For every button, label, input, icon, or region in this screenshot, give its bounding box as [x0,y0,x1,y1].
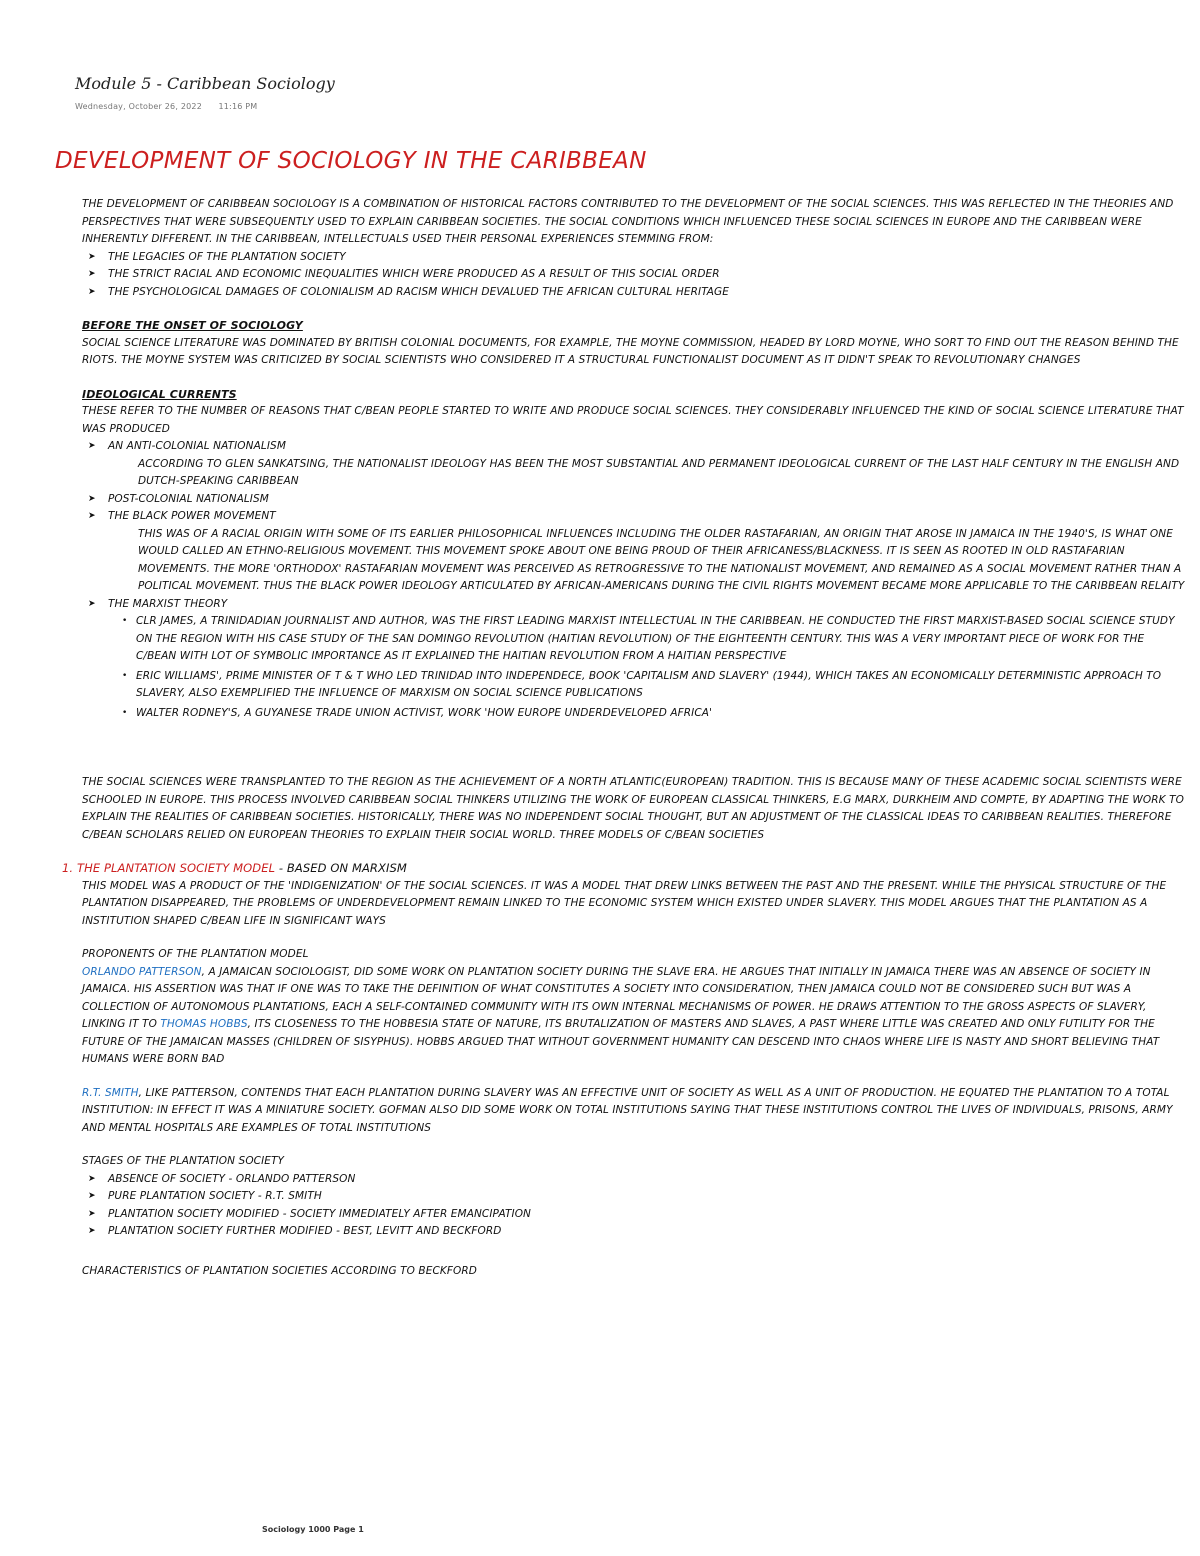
list-item: • ERIC WILLIAMS', PRIME MINISTER OF T & T WHO LED TRINIDAD INTO INDEPENDECE, BOOK 'CAPITALISM AND SLAVERY' (1944), WHICH TAKES AN ECONOMICALLY DETERMINISTIC APPROACH TO SLAVERY, ALSO EXEMPLIFIED THE INFLUENCE OF MARXISM ON SOCIAL SCIENCE PUBLICATIONS [122,669,1162,699]
arrow-bullet-icon: ➤ [88,286,96,297]
list-item: ➤ THE STRICT RACIAL AND ECONOMIC INEQUALITIES WHICH WERE PRODUCED AS A RESULT OF THIS SOCIAL ORDER [82,266,1187,284]
anti-colonial-detail: ACCORDING TO GLEN SANKATSING, THE NATIONALIST IDEOLOGY HAS BEEN THE MOST SUBSTANTIAL AND PERMANENT IDEOLOGICAL CURRENT OF THE LAST HALF CENTURY IN THE ENGLISH AND DUTCH-SPEAKING CARIBBEAN [138,457,1180,487]
list-item: ➤ THE PSYCHOLOGICAL DAMAGES OF COLONIALISM AD RACISM WHICH DEVALUED THE AFRICAN CULTURAL HERITAGE [82,284,1187,302]
plantation-model-paragraph: THIS MODEL WAS A PRODUCT OF THE 'INDIGENIZATION' OF THE SOCIAL SCIENCES. IT WAS A MODEL THAT DREW LINKS BETWEEN THE PAST AND THE PRESENT. WHILE THE PHYSICAL STRUCTURE OF THE PLANTATION DISAPPEARED, THE PROBLEMS OF UNDERDEVELOPMENT REMAIN LINKED TO THE ECONOMIC SYSTEM WHICH EXISTED UNDER SLAVERY. THIS MODEL ARGUES THAT THE PLANTATION AS A INSTITUTION SHAPED C/BEAN LIFE IN SIGNIFICANT WAYS [82,879,1167,927]
page-title: Module 5 - Caribbean Sociology [75,74,335,93]
stages-heading: STAGES OF THE PLANTATION SOCIETY [82,1155,285,1167]
arrow-bullet-icon: ➤ [88,511,96,521]
characteristics-heading: CHARACTERISTICS OF PLANTATION SOCIETIES ACCORDING TO BECKFORD [82,1264,477,1277]
dot-bullet-icon: • [122,707,128,718]
intro-paragraph: THE DEVELOPMENT OF CARIBBEAN SOCIOLOGY IS A COMBINATION OF HISTORICAL FACTORS CONTRIBUTED TO THE DEVELOPMENT OF THE SOCIAL SCIENCES. THIS WAS REFLECTED IN THE THEORIES AND PERSPECTIVES THAT WERE SUBSEQUENTLY USED TO EXPLAIN CARIBBEAN SOCIETIES. THE SOCIAL CONDITIONS WHICH INFLUENCED THESE SOCIAL SCIENCES IN EUROPE AND THE CARIBBEAN WERE INHERENTLY DIFFERENT. IN THE CARIBBEAN, INTELLECTUALS USED THEIR PERSONAL EXPERIENCES STEMMING FROM: [82,198,1174,245]
list-item: ➤ ABSENCE OF SOCIETY - ORLANDO PATTERSON [82,1171,1187,1189]
arrow-bullet-icon: ➤ [88,1191,96,1201]
section-heading-ideological: IDEOLOGICAL CURRENTS [82,387,237,401]
document-body [62,196,1187,1280]
page-timestamp [75,102,257,111]
proponents-heading: PROPONENTS OF THE PLANTATION MODEL [82,948,309,960]
ideological-paragraph: THESE REFER TO THE NUMBER OF REASONS THAT C/BEAN PEOPLE STARTED TO WRITE AND PRODUCE SOCIAL SCIENCES. THEY CONSIDERABLY INFLUENCED THE KIND OF SOCIAL SCIENCE LITERATURE THAT WAS PRODUCED [82,405,1184,435]
patterson-paragraph: ORLANDO PATTERSON, A JAMAICAN SOCIOLOGIST, DID SOME WORK ON PLANTATION SOCIETY DURING THE SLAVE ERA. HE ARGUES THAT INITIALLY IN JAMAICA THERE WAS AN ABSENCE OF SOCIETY IN JAMAICA. HIS ASSERTION WAS THAT IF ONE WAS TO TAKE THE DEFINITION OF WHAT CONSTITUTES A SOCIETY INTO CONSIDERATION, THEN JAMAICA COULD NOT BE CONSIDERED SUCH BUT WAS A COLLECTION OF AUTONOMOUS PLANTATIONS, EACH A SELF-CONTAINED COMMUNITY WITH ITS OWN INTERNAL MECHANISMS OF POWER. HE DRAWS ATTENTION TO THE GROSS ASPECTS OF SLAVERY, LINKING IT TO THOMAS HOBBS, ITS CLOSENESS TO THE HOBBESIA STATE OF NATURE, ITS BRUTALIZATION OF MASTERS AND SLAVES, A PAST WHERE LITTLE WAS CREATED AND ONLY FUTILITY FOR THE FUTURE OF THE JAMAICAN MASSES (CHILDREN OF SISYPHUS). HOBBS ARGUED THAT WITHOUT GOVERNMENT HUMANITY CAN DESCEND INTO CHAOS WHERE LIFE IS NASTY AND SHORT BELIEVING THAT HUMANS WERE BORN BAD [82,965,1160,1065]
list-item: ➤ THE LEGACIES OF THE PLANTATION SOCIETY [82,249,1187,267]
ideological-bullet-list-3 [82,596,1187,614]
plantation-model-subtitle: - BASED ON MARXISM [275,861,407,875]
black-power-detail: THIS WAS OF A RACIAL ORIGIN WITH SOME OF ITS EARLIER PHILOSOPHICAL INFLUENCES INCLUDING THE OLDER RASTAFARIAN, AN ORIGIN THAT AROSE IN JAMAICA IN THE 1940'S, IS WHAT ONE WOULD CALLED AN ETHNO-RELIGIOUS MOVEMENT. THIS MOVEMENT SPOKE ABOUT ONE BEING PROUD OF THEIR AFRICANESS/BLACKNESS. IT IS SEEN AS ROOTED IN OLD RASTAFARIAN MOVEMENTS. THE MORE 'ORTHODOX' RASTAFARIAN MOVEMENT WAS PERCEIVED AS RETROGRESSIVE TO THE NATIONALIST MOVEMENT, AND REMAINED AS A SOCIAL MOVEMENT RATHER THAN A POLITICAL MOVEMENT. THUS THE BLACK POWER IDEOLOGY ARTICULATED BY AFRICAN-AMERICANS DURING THE CIVIL RIGHTS MOVEMENT BECAME MORE APPLICABLE TO THE CARIBBEAN RELAITY [138,527,1185,592]
arrow-bullet-icon: ➤ [88,493,96,504]
section-heading-before-onset: BEFORE THE ONSET OF SOCIOLOGY [82,319,303,332]
arrow-bullet-icon: ➤ [88,1173,96,1184]
list-item: ➤ POST-COLONIAL NATIONALISM [82,491,1187,509]
list-item: • CLR JAMES, A TRINIDADIAN JOURNALIST AND AUTHOR, WAS THE FIRST LEADING MARXIST INTELLECTUAL IN THE CARIBBEAN. HE CONDUCTED THE FIRST MARXIST-BASED SOCIAL SCIENCE STUDY ON THE REGION WITH HIS CASE STUDY OF THE SAN DOMINGO REVOLUTION (HAITIAN REVOLUTION) OF THE EIGHTEENTH CENTURY. THIS WAS A VERY IMPORTANT PIECE OF WORK FOR THE C/BEAN WITH LOT OF SYMBOLIC IMPORTANCE AS IT EXPLAINED THE HAITIAN REVOLUTION FROM A HAITIAN PERSPECTIVE [122,615,1175,662]
list-item: ➤ AN ANTI-COLONIAL NATIONALISM [82,438,1187,456]
list-item: ➤ THE BLACK POWER MOVEMENT [82,508,1187,526]
transplanted-paragraph: THE SOCIAL SCIENCES WERE TRANSPLANTED TO THE REGION AS THE ACHIEVEMENT OF A NORTH ATLANTIC(EUROPEAN) TRADITION. THIS IS BECAUSE MANY OF THESE ACADEMIC SOCIAL SCIENTISTS WERE SCHOOLED IN EUROPE. THIS PROCESS INVOLVED CARIBBEAN SOCIAL THINKERS UTILIZING THE WORK OF EUROPEAN CLASSICAL THINKERS, E.G MARX, DURKHEIM AND COMPTE, BY ADAPTING THE WORK TO EXPLAIN THE REALITIES OF CARIBBEAN SOCIETIES. HISTORICALLY, THERE WAS NO INDEPENDENT SOCIAL THOUGHT, BUT AN ADJUSTMENT OF THE CLASSICAL IDEAS TO CARIBBEAN REALITIES. THEREFORE C/BEAN SCHOLARS RELIED ON EUROPEAN THEORIES TO EXPLAIN THEIR SOCIAL WORLD. THREE MODELS OF C/BEAN SOCIETIES [82,776,1184,841]
arrow-bullet-icon: ➤ [88,441,96,451]
list-item: ➤ PLANTATION SOCIETY MODIFIED - SOCIETY IMMEDIATELY AFTER EMANCIPATION [82,1206,1187,1224]
list-item: ➤ PURE PLANTATION SOCIETY - R.T. SMITH [82,1188,1187,1206]
list-item: ➤ THE MARXIST THEORY [82,596,1187,614]
smith-paragraph: R.T. SMITH, LIKE PATTERSON, CONTENDS THAT EACH PLANTATION DURING SLAVERY WAS AN EFFECTIVE UNIT OF SOCIETY AS WELL AS A UNIT OF PRODUCTION. HE EQUATED THE PLANTATION TO A TOTAL INSTITUTION: IN EFFECT IT WAS A MINIATURE SOCIETY. GOFMAN ALSO DID SOME WORK ON TOTAL INSTITUTIONS SAYING THAT THESE INSTITUTIONS CONTROL THE LIVES OF INDIVIDUALS, PRISONS, ARMY AND MENTAL HOSPITALS ARE EXAMPLES OF TOTAL INSTITUTIONS [82,1086,1173,1134]
page-footer: Sociology 1000 Page 1 [262,1525,364,1534]
hobbs-name: THOMAS HOBBS [160,1018,248,1030]
stages-list [82,1171,1187,1241]
dot-bullet-icon: • [122,616,128,626]
main-heading: DEVELOPMENT OF SOCIOLOGY IN THE CARIBBEAN [55,148,647,174]
patterson-name: ORLANDO PATTERSON [82,965,202,978]
ideological-bullet-list-2 [82,491,1187,526]
ideological-bullet-list [82,438,1187,456]
smith-name: R.T. SMITH [82,1086,139,1099]
arrow-bullet-icon: ➤ [88,1208,96,1219]
list-item: • WALTER RODNEY'S, A GUYANESE TRADE UNION ACTIVIST, WORK 'HOW EUROPE UNDERDEVELOPED AFRICA' [136,705,1187,723]
arrow-bullet-icon: ➤ [88,269,96,279]
arrow-bullet-icon: ➤ [88,251,96,262]
arrow-bullet-icon: ➤ [88,598,96,609]
dot-bullet-icon: • [122,670,128,681]
marxist-points-list [82,613,1187,722]
list-item: ➤ PLANTATION SOCIETY FURTHER MODIFIED - BEST, LEVITT AND BECKFORD [82,1223,1187,1241]
before-onset-paragraph: SOCIAL SCIENCE LITERATURE WAS DOMINATED BY BRITISH COLONIAL DOCUMENTS, FOR EXAMPLE, THE MOYNE COMMISSION, HEADED BY LORD MOYNE, WHO SORT TO FIND OUT THE REASON BEHIND THE RIOTS. THE MOYNE SYSTEM WAS CRITICIZED BY SOCIAL SCIENTISTS WHO CONSIDERED IT A STRUCTURAL FUNCTIONALIST DOCUMENT AS IT DIDN'T SPEAK TO REVOLUTIONARY CHANGES [82,336,1179,366]
intro-bullet-list [82,249,1187,302]
plantation-model-title: THE PLANTATION SOCIETY MODEL [76,861,276,875]
plantation-model-heading [62,860,1167,878]
section-number: 1. [62,861,74,875]
page-time: 11:16 PM [218,102,258,111]
page-date: Wednesday, October 26, 2022 [75,102,202,111]
arrow-bullet-icon: ➤ [88,1226,96,1236]
